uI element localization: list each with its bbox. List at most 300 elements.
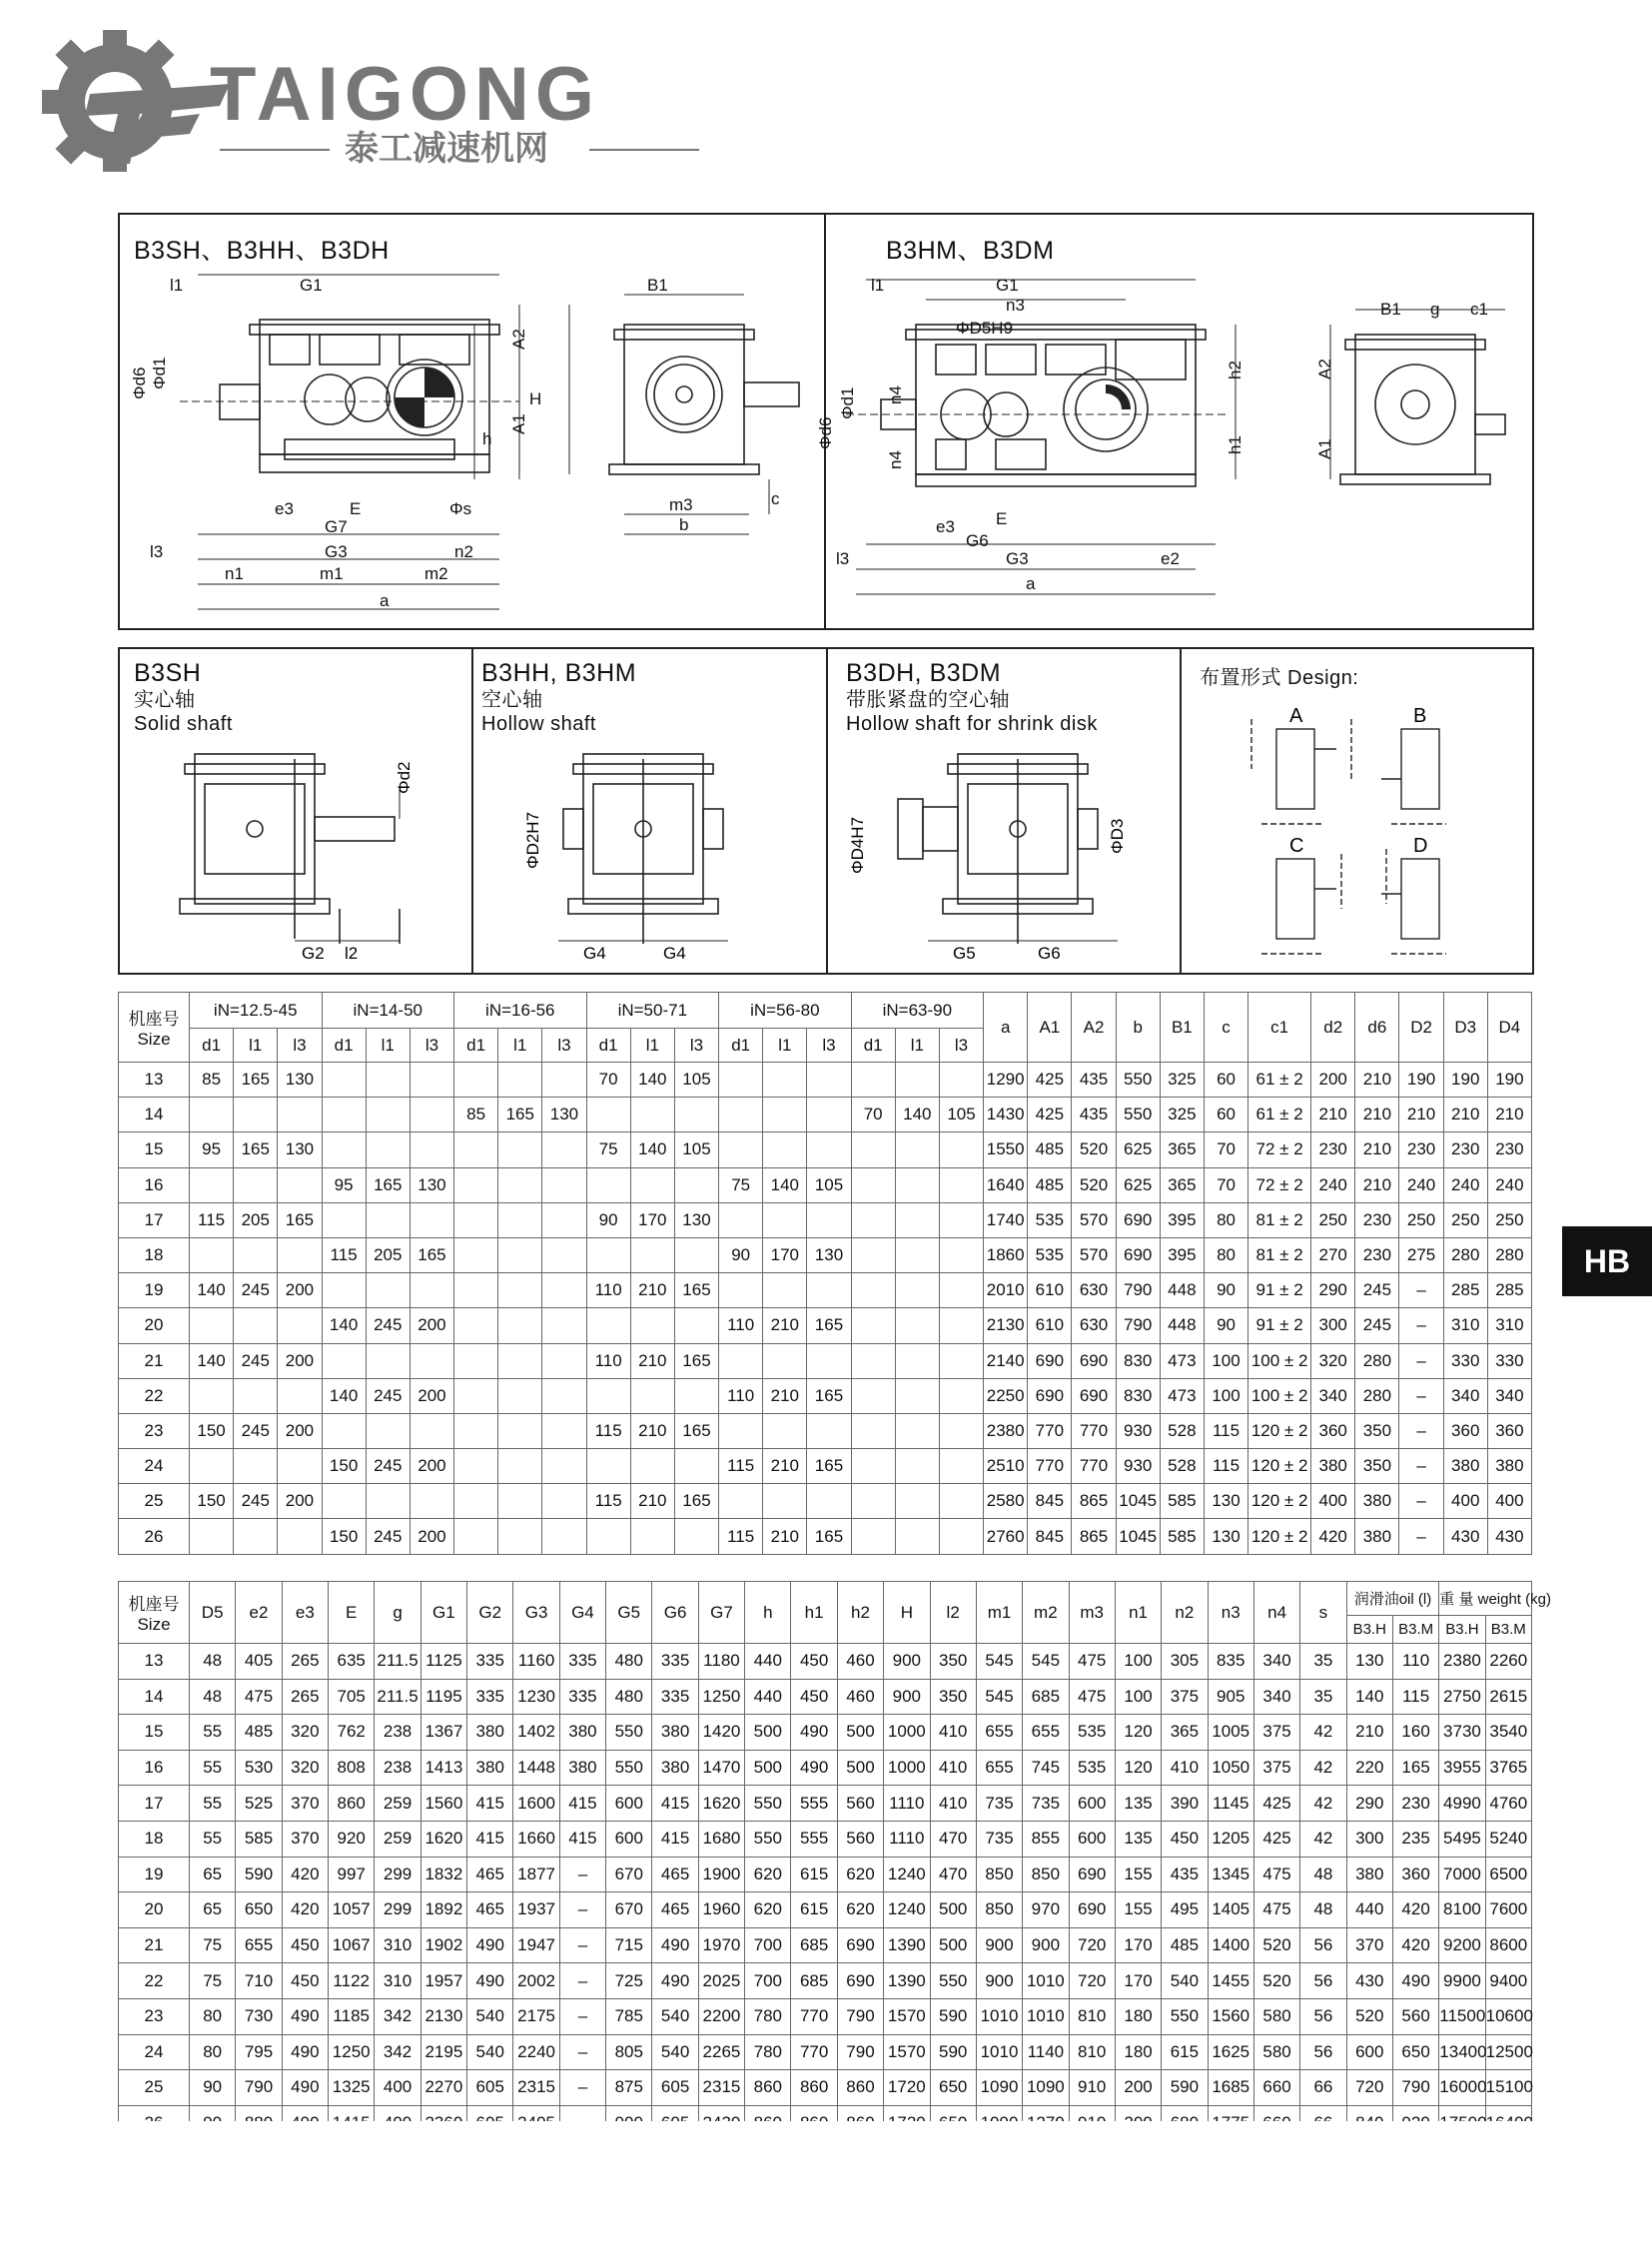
table-cell: 860: [791, 2070, 837, 2106]
table-cell: [410, 1343, 453, 1378]
table-cell: 210: [763, 1308, 807, 1343]
table-cell: 370: [282, 1786, 328, 1822]
table-cell: 900: [884, 1644, 930, 1680]
table-cell: 16000: [1439, 2070, 1485, 2106]
table-cell: 380: [559, 1715, 605, 1751]
table1-sub-header: d1: [719, 1029, 763, 1063]
table-cell: [234, 1519, 278, 1554]
table2-body: [119, 1644, 1532, 2141]
table-cell: 1390: [884, 1963, 930, 1999]
table2-weight-header: 重 量 weight (kg): [1439, 1582, 1532, 1616]
table-cell: [895, 1132, 939, 1167]
table-cell: [895, 1484, 939, 1519]
table-cell: 140: [190, 1273, 234, 1308]
dim-s: Φs: [449, 499, 472, 518]
table-cell: 845: [1028, 1484, 1072, 1519]
table2-col-header: H: [884, 1582, 930, 1644]
dim-g6: G6: [966, 531, 989, 550]
table-cell: 105: [807, 1167, 851, 1202]
table-cell: [498, 1202, 542, 1237]
table-cell: 690: [1116, 1237, 1160, 1272]
table-cell: 23: [119, 1413, 190, 1448]
table-cell: 110: [586, 1343, 630, 1378]
table-cell: [542, 1343, 586, 1378]
dim-m3: m3: [669, 495, 693, 514]
table-cell: [498, 1167, 542, 1202]
table-cell: 1110: [884, 1786, 930, 1822]
table-cell: [542, 1449, 586, 1484]
table-cell: 1902: [420, 1927, 466, 1963]
table-cell: 395: [1160, 1202, 1204, 1237]
table-cell: 710: [236, 1963, 282, 1999]
table-cell: 80: [190, 1998, 236, 2034]
table-cell: 735: [976, 1786, 1022, 1822]
table-cell: 210: [630, 1343, 674, 1378]
dim-a: a: [380, 591, 390, 610]
table1-sub-header: l1: [366, 1029, 410, 1063]
table-cell: 550: [745, 1821, 791, 1857]
table-cell: 130: [278, 1132, 322, 1167]
table-cell: 700: [745, 1927, 791, 1963]
table-cell: 8600: [1485, 1927, 1531, 1963]
dim-d2h7: ΦD2H7: [523, 811, 542, 869]
table-cell: [763, 1132, 807, 1167]
table-cell: 42: [1300, 1715, 1346, 1751]
table2-size-header: 机座号 Size: [119, 1582, 190, 1644]
table-cell: [410, 1484, 453, 1519]
table1-sub-header: l3: [674, 1029, 718, 1063]
table-cell: 520: [1346, 1998, 1392, 2034]
panel-hollow-shaft: [471, 647, 828, 975]
table-cell: 1230: [513, 1679, 559, 1715]
dim-g7: G7: [325, 517, 348, 536]
table-cell: 650: [930, 2070, 976, 2106]
table-cell: 165: [674, 1273, 718, 1308]
table-cell: 11500: [1439, 1998, 1485, 2034]
dim-b1: B1: [647, 276, 668, 295]
table-cell: 2510: [984, 1449, 1028, 1484]
table-row: [119, 1237, 1532, 1272]
table-cell: 245: [234, 1273, 278, 1308]
table-cell: 7600: [1485, 1892, 1531, 1928]
table-cell: [630, 1098, 674, 1132]
table-cell: [322, 1413, 366, 1448]
table1-col-b: b: [1116, 993, 1160, 1063]
table-cell: 20: [119, 1892, 190, 1928]
table-cell: [851, 1413, 895, 1448]
table-cell: 1560: [1208, 1998, 1253, 2034]
table-cell: 250: [1399, 1202, 1443, 1237]
table-cell: 528: [1160, 1449, 1204, 1484]
table-cell: 335: [467, 1644, 513, 1680]
table-cell: 1470: [698, 1750, 744, 1786]
dim-l3: l3: [150, 542, 164, 561]
table-cell: 400: [1487, 1484, 1531, 1519]
table-cell: 48: [1300, 1892, 1346, 1928]
table-cell: 75: [719, 1167, 763, 1202]
table-cell: 860: [329, 1786, 375, 1822]
table-cell: 528: [1160, 1413, 1204, 1448]
table-cell: 380: [1311, 1449, 1355, 1484]
table-cell: [454, 1343, 498, 1378]
table-cell: 240: [1311, 1167, 1355, 1202]
table-cell: [278, 1519, 322, 1554]
table-cell: 42: [1300, 1750, 1346, 1786]
panel-design: [1180, 647, 1534, 975]
table-cell: [851, 1273, 895, 1308]
table-cell: 630: [1072, 1308, 1116, 1343]
table-cell: [851, 1202, 895, 1237]
dim-b: b: [679, 515, 689, 534]
table-cell: 19: [119, 1273, 190, 1308]
table-cell: 12500: [1485, 2034, 1531, 2070]
dim-g2: G2: [302, 944, 325, 963]
table-cell: 22: [119, 1963, 190, 1999]
table-cell: 200: [278, 1413, 322, 1448]
table-cell: [674, 1167, 718, 1202]
table-cell: 90: [719, 1237, 763, 1272]
table-cell: 22: [119, 1378, 190, 1413]
table-cell: 140: [895, 1098, 939, 1132]
table-cell: 1600: [513, 1786, 559, 1822]
table-cell: 460: [837, 1679, 883, 1715]
table-cell: 1740: [984, 1202, 1028, 1237]
table-cell: 480: [606, 1644, 652, 1680]
table-cell: 520: [1253, 1927, 1299, 1963]
table-cell: 9200: [1439, 1927, 1485, 1963]
table-row: [119, 1998, 1532, 2034]
table2-col-header: n2: [1162, 1582, 1208, 1644]
table-cell: 210: [630, 1413, 674, 1448]
table-cell: 1010: [976, 1998, 1022, 2034]
table-cell: 465: [652, 1857, 698, 1892]
table-cell: 1067: [329, 1927, 375, 1963]
table-cell: 170: [1115, 1927, 1161, 1963]
dim-d6: Φd6: [816, 416, 835, 449]
table-cell: 865: [1072, 1484, 1116, 1519]
table-cell: 180: [1115, 2034, 1161, 2070]
table-cell: 55: [190, 1821, 236, 1857]
table-cell: 35: [1300, 1679, 1346, 1715]
table-cell: [895, 1413, 939, 1448]
table-row: [119, 1167, 1532, 1202]
table-row: [119, 1821, 1532, 1857]
table-cell: 473: [1160, 1343, 1204, 1378]
table-cell: [366, 1343, 410, 1378]
table-cell: [410, 1063, 453, 1098]
table-cell: 1000: [884, 1715, 930, 1751]
table-cell: 5240: [1485, 1821, 1531, 1857]
table-cell: [895, 1308, 939, 1343]
table2-col-header: G1: [420, 1582, 466, 1644]
shrink-cn: 带胀紧盘的空心轴: [846, 689, 1010, 711]
table-cell: 165: [674, 1343, 718, 1378]
table2-col-header: n3: [1208, 1582, 1253, 1644]
table-cell: [542, 1132, 586, 1167]
table-cell: 210: [1399, 1098, 1443, 1132]
dim-d3: ΦD3: [1108, 818, 1127, 854]
table-cell: 380: [559, 1750, 605, 1786]
table-cell: 210: [1487, 1098, 1531, 1132]
table1-col-d2: d2: [1311, 993, 1355, 1063]
dim-h-upper: H: [529, 389, 542, 408]
table-cell: 1045: [1116, 1519, 1160, 1554]
table-cell: 165: [807, 1449, 851, 1484]
table-cell: [278, 1167, 322, 1202]
table-cell: [807, 1202, 851, 1237]
table-cell: 440: [1346, 1892, 1392, 1928]
table-cell: –: [1399, 1273, 1443, 1308]
table-cell: 1937: [513, 1892, 559, 1928]
table-cell: 465: [467, 1857, 513, 1892]
table-cell: 1250: [698, 1679, 744, 1715]
table-cell: 430: [1443, 1519, 1487, 1554]
table1-col-c: c: [1204, 993, 1247, 1063]
table-cell: 342: [375, 2034, 420, 2070]
table-cell: 770: [1072, 1413, 1116, 1448]
table-cell: [763, 1098, 807, 1132]
table-cell: 540: [652, 1998, 698, 2034]
table-row: [119, 1963, 1532, 1999]
dim-g1: G1: [300, 276, 323, 295]
table-cell: 620: [745, 1857, 791, 1892]
table-cell: 1960: [698, 1892, 744, 1928]
table-cell: 165: [807, 1519, 851, 1554]
table-cell: 2270: [420, 2070, 466, 2106]
table-cell: 70: [586, 1063, 630, 1098]
table-cell: 440: [745, 1644, 791, 1680]
table-row: [119, 1484, 1532, 1519]
table-cell: 475: [1253, 1857, 1299, 1892]
dim-d1: Φd1: [838, 386, 857, 419]
table-cell: 1185: [329, 1998, 375, 2034]
table-cell: 600: [606, 1786, 652, 1822]
dim-g1: G1: [996, 276, 1019, 295]
table-cell: 500: [930, 1892, 976, 1928]
table-cell: 81 ± 2: [1248, 1237, 1311, 1272]
table-cell: 375: [1253, 1715, 1299, 1751]
table-cell: 490: [282, 2034, 328, 2070]
table-row: [119, 2070, 1532, 2106]
table-cell: 135: [1115, 1786, 1161, 1822]
dim-g3: G3: [1006, 549, 1029, 568]
table-cell: 190: [1399, 1063, 1443, 1098]
table-cell: [454, 1273, 498, 1308]
table-cell: 550: [1116, 1098, 1160, 1132]
table-cell: 100: [1115, 1679, 1161, 1715]
table-cell: [586, 1519, 630, 1554]
table-cell: 545: [976, 1679, 1022, 1715]
table-cell: 120: [1115, 1715, 1161, 1751]
table-cell: 1125: [420, 1644, 466, 1680]
table-cell: 72 ± 2: [1248, 1167, 1311, 1202]
table-cell: 245: [366, 1378, 410, 1413]
table-cell: 15: [119, 1132, 190, 1167]
table-cell: 21: [119, 1927, 190, 1963]
table-cell: 2130: [984, 1308, 1028, 1343]
table-cell: 580: [1253, 1998, 1299, 2034]
table-cell: 25: [119, 1484, 190, 1519]
table-cell: 55: [190, 1786, 236, 1822]
table-cell: 620: [745, 1892, 791, 1928]
table-cell: 490: [652, 1963, 698, 1999]
table1-ratio-5: iN=56-80: [719, 993, 852, 1029]
table1-ratio-6: iN=63-90: [851, 993, 984, 1029]
table1-col-D2: D2: [1399, 993, 1443, 1063]
table-cell: 115: [1204, 1449, 1247, 1484]
table-cell: [454, 1237, 498, 1272]
table-cell: 830: [1116, 1378, 1160, 1413]
table-cell: 360: [1311, 1413, 1355, 1448]
table-cell: 600: [1346, 2034, 1392, 2070]
table-cell: 1000: [884, 1750, 930, 1786]
table2-col-header: n4: [1253, 1582, 1299, 1644]
table-cell: 200: [278, 1484, 322, 1519]
table-cell: 425: [1028, 1063, 1072, 1098]
table-cell: 365: [1160, 1132, 1204, 1167]
table-row: [119, 1519, 1532, 1554]
table-cell: 570: [1072, 1237, 1116, 1272]
table-cell: [454, 1308, 498, 1343]
table-cell: 210: [630, 1273, 674, 1308]
table-cell: 500: [837, 1715, 883, 1751]
table-cell: 805: [606, 2034, 652, 2070]
table-cell: 1140: [1023, 2034, 1069, 2070]
table-cell: 165: [1392, 1750, 1438, 1786]
table-cell: 310: [1443, 1308, 1487, 1343]
table-cell: [278, 1449, 322, 1484]
table-cell: 280: [1355, 1343, 1399, 1378]
table-cell: 520: [1072, 1167, 1116, 1202]
table-cell: 115: [190, 1202, 234, 1237]
table-cell: [851, 1063, 895, 1098]
table-cell: 475: [1069, 1644, 1115, 1680]
table-cell: [763, 1273, 807, 1308]
table-cell: 1620: [698, 1786, 744, 1822]
table-cell: 350: [930, 1644, 976, 1680]
table-cell: 140: [630, 1132, 674, 1167]
table-cell: 305: [1162, 1644, 1208, 1680]
table-cell: 170: [1115, 1963, 1161, 1999]
dim-e3: e3: [936, 517, 955, 536]
table-cell: 500: [745, 1750, 791, 1786]
table-cell: [807, 1484, 851, 1519]
table-cell: 590: [930, 1998, 976, 2034]
table-row: [119, 1715, 1532, 1751]
table-cell: 23: [119, 1998, 190, 2034]
table-cell: 340: [1443, 1378, 1487, 1413]
table-cell: [851, 1308, 895, 1343]
table-cell: 410: [930, 1715, 976, 1751]
table-cell: 240: [1399, 1167, 1443, 1202]
table-cell: 91 ± 2: [1248, 1308, 1311, 1343]
dim-c: c: [771, 489, 780, 508]
table-cell: 56: [1300, 1927, 1346, 1963]
table-cell: 245: [366, 1308, 410, 1343]
table-cell: 380: [1346, 1857, 1392, 1892]
table-cell: 540: [467, 2034, 513, 2070]
table-cell: 105: [674, 1132, 718, 1167]
table-cell: 110: [586, 1273, 630, 1308]
table-cell: 165: [674, 1413, 718, 1448]
table-cell: 25: [119, 2070, 190, 2106]
table-cell: 650: [236, 1892, 282, 1928]
table-cell: 400: [1443, 1484, 1487, 1519]
table-cell: 90: [190, 2070, 236, 2106]
table-cell: 470: [930, 1821, 976, 1857]
table-cell: 26: [119, 1519, 190, 1554]
table-cell: [454, 1519, 498, 1554]
table-cell: 280: [1443, 1237, 1487, 1272]
table-cell: [454, 1132, 498, 1167]
table-cell: 670: [606, 1892, 652, 1928]
table-cell: 435: [1072, 1098, 1116, 1132]
table-cell: –: [1399, 1378, 1443, 1413]
table-cell: 415: [467, 1786, 513, 1822]
table-cell: 335: [467, 1679, 513, 1715]
table-cell: 42: [1300, 1786, 1346, 1822]
table-cell: 275: [1399, 1237, 1443, 1272]
table-cell: [234, 1098, 278, 1132]
table-cell: 930: [1116, 1413, 1160, 1448]
table-cell: [542, 1063, 586, 1098]
table-cell: 550: [1116, 1063, 1160, 1098]
table-cell: 520: [1253, 1963, 1299, 1999]
table-cell: 18: [119, 1237, 190, 1272]
table-row: [119, 2034, 1532, 2070]
table-cell: 550: [930, 1963, 976, 1999]
table-cell: 24: [119, 1449, 190, 1484]
table-cell: 625: [1116, 1167, 1160, 1202]
table-cell: 210: [763, 1449, 807, 1484]
dim-e2: e2: [1161, 549, 1180, 568]
table-cell: [498, 1449, 542, 1484]
table-cell: 210: [763, 1519, 807, 1554]
table-cell: 115: [719, 1519, 763, 1554]
table-cell: [719, 1132, 763, 1167]
brand-subtitle: 泰工减速机网: [345, 129, 548, 169]
table-cell: [542, 1202, 586, 1237]
table-cell: [939, 1237, 983, 1272]
dim-d6: Φd6: [130, 367, 149, 399]
table-cell: 120: [1115, 1750, 1161, 1786]
table-cell: 2315: [698, 2070, 744, 2106]
panel-top-right: [816, 213, 1534, 630]
table-cell: 440: [745, 1679, 791, 1715]
dim-h: h: [482, 429, 492, 448]
table-cell: [719, 1484, 763, 1519]
table-cell: 220: [1346, 1750, 1392, 1786]
table-cell: 340: [1311, 1378, 1355, 1413]
table-cell: 1290: [984, 1063, 1028, 1098]
table-cell: [322, 1063, 366, 1098]
table-cell: [278, 1308, 322, 1343]
table-cell: 150: [190, 1484, 234, 1519]
dim-d5h9: ΦD5H9: [956, 319, 1014, 338]
table-cell: [190, 1519, 234, 1554]
table2-col-header: e3: [282, 1582, 328, 1644]
table-cell: [763, 1484, 807, 1519]
table-cell: 115: [586, 1413, 630, 1448]
table-cell: 850: [976, 1857, 1022, 1892]
table-cell: 165: [807, 1308, 851, 1343]
table-cell: 610: [1028, 1308, 1072, 1343]
table-cell: 290: [1346, 1786, 1392, 1822]
table-cell: 165: [366, 1167, 410, 1202]
table-cell: 1005: [1208, 1715, 1253, 1751]
table-cell: 770: [1028, 1449, 1072, 1484]
table-cell: 660: [1253, 2070, 1299, 2106]
